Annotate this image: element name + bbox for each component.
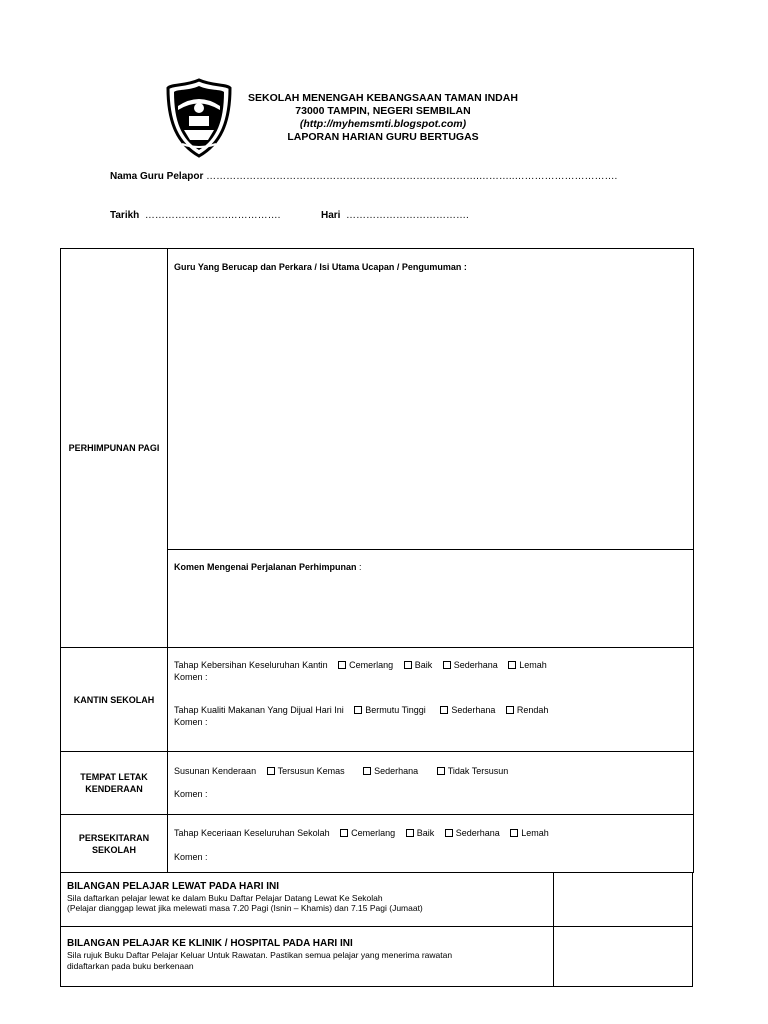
nama-guru-field bbox=[110, 171, 617, 182]
checkbox[interactable] bbox=[440, 706, 448, 714]
option-label: Cemerlang bbox=[351, 828, 396, 838]
checkbox[interactable] bbox=[443, 661, 451, 669]
checkbox[interactable] bbox=[340, 829, 348, 837]
tarikh-label: Tarikh bbox=[110, 210, 140, 221]
school-address: 73000 TAMPIN, NEGERI SEMBILAN bbox=[295, 105, 471, 117]
hari-dots[interactable]: ………………………………. bbox=[346, 210, 469, 221]
komen-perhimpunan-cell[interactable] bbox=[168, 550, 694, 648]
report-table bbox=[60, 248, 694, 873]
checkbox[interactable] bbox=[404, 661, 412, 669]
ucapan-cell[interactable] bbox=[168, 249, 694, 550]
komen-perhimpunan-label: Komen Mengenai Perjalanan Perhimpunan bbox=[174, 562, 357, 572]
option-label: Tersusun Kemas bbox=[277, 766, 345, 776]
option-label: Sederhana bbox=[455, 828, 500, 838]
persekitaran-label: PERSEKITARAN SEKOLAH bbox=[61, 815, 168, 873]
lewat-title: BILANGAN PELAJAR LEWAT PADA HARI INI bbox=[67, 881, 280, 892]
persekitaran-row bbox=[174, 828, 549, 838]
hari-field bbox=[321, 210, 469, 221]
ucapan-label: Guru Yang Berucap dan Perkara / Isi Utama Ucapan / Pengumuman : bbox=[174, 262, 467, 272]
option-label: Rendah bbox=[516, 705, 549, 715]
kantin-q1-label: Tahap Kebersihan Keseluruhan Kantin bbox=[174, 660, 328, 670]
checkbox[interactable] bbox=[267, 767, 275, 775]
perhimpunan-label: PERHIMPUNAN PAGI bbox=[61, 249, 168, 648]
checkbox[interactable] bbox=[437, 767, 445, 775]
klinik-line1: Sila rujuk Buku Daftar Pelajar Keluar Untuk Rawatan. Pastikan semua pelajar yang menerima rawatan bbox=[67, 950, 453, 960]
nama-guru-dots[interactable]: ……………………………………………………………………….………..…………………………. bbox=[206, 171, 618, 182]
klinik-count-field[interactable] bbox=[554, 927, 692, 986]
lewat-line2: (Pelajar dianggap lewat jika melewati masa 7.20 Pagi (Isnin – Khamis) dan 7.15 Pagi (Jumaat) bbox=[67, 903, 423, 913]
checkbox[interactable] bbox=[406, 829, 414, 837]
kenderaan-label: TEMPAT LETAK KENDERAAN bbox=[61, 752, 168, 815]
option-label: Sederhana bbox=[453, 660, 498, 670]
kantin-q1-row bbox=[174, 660, 547, 670]
komen-perhimpunan-text bbox=[174, 562, 362, 572]
option-label: Lemah bbox=[521, 828, 549, 838]
persekitaran-cell bbox=[168, 815, 694, 873]
kantin-cell bbox=[168, 648, 694, 752]
lewat-box bbox=[60, 872, 693, 927]
tarikh-dots[interactable]: …………………….……………. bbox=[144, 210, 281, 221]
option-label: Bermutu Tinggi bbox=[365, 705, 426, 715]
option-label: Baik bbox=[416, 828, 435, 838]
persekitaran-komen[interactable]: Komen : bbox=[174, 852, 208, 862]
checkbox[interactable] bbox=[354, 706, 362, 714]
kenderaan-row bbox=[174, 766, 508, 776]
komen-perhimpunan-colon: : bbox=[356, 562, 362, 572]
checkbox[interactable] bbox=[445, 829, 453, 837]
kantin-q2-row bbox=[174, 705, 548, 715]
lewat-count-field[interactable] bbox=[554, 873, 692, 926]
kantin-komen2[interactable]: Komen : bbox=[174, 717, 208, 727]
school-name: SEKOLAH MENENGAH KEBANGSAAN TAMAN INDAH bbox=[248, 92, 518, 104]
school-website: (http://myhemsmti.blogspot.com) bbox=[299, 118, 467, 130]
option-label: Sederhana bbox=[374, 766, 419, 776]
checkbox[interactable] bbox=[506, 706, 514, 714]
kenderaan-q-label: Susunan Kenderaan bbox=[174, 766, 257, 776]
nama-guru-label: Nama Guru Pelapor bbox=[110, 171, 204, 182]
klinik-line2: didaftarkan pada buku berkenaan bbox=[67, 961, 194, 971]
option-label: Sederhana bbox=[451, 705, 496, 715]
option-label: Baik bbox=[414, 660, 433, 670]
kantin-komen1[interactable]: Komen : bbox=[174, 672, 208, 682]
checkbox[interactable] bbox=[363, 767, 371, 775]
kantin-q2-label: Tahap Kualiti Makanan Yang Dijual Hari Ini bbox=[174, 705, 344, 715]
kantin-label: KANTIN SEKOLAH bbox=[61, 648, 168, 752]
klinik-title: BILANGAN PELAJAR KE KLINIK / HOSPITAL PADA HARI INI bbox=[67, 938, 353, 949]
option-label: Tidak Tersusun bbox=[447, 766, 509, 776]
option-label: Lemah bbox=[519, 660, 547, 670]
hari-label: Hari bbox=[321, 210, 341, 221]
option-label: Cemerlang bbox=[349, 660, 394, 670]
tarikh-field bbox=[110, 210, 280, 221]
checkbox[interactable] bbox=[510, 829, 518, 837]
kenderaan-cell bbox=[168, 752, 694, 815]
checkbox[interactable] bbox=[508, 661, 516, 669]
kenderaan-komen[interactable]: Komen : bbox=[174, 789, 208, 799]
persekitaran-q-label: Tahap Keceriaan Keseluruhan Sekolah bbox=[174, 828, 330, 838]
lewat-line1: Sila daftarkan pelajar lewat ke dalam Buku Daftar Pelajar Datang Lewat Ke Sekolah bbox=[67, 893, 383, 903]
klinik-box bbox=[60, 926, 693, 987]
checkbox[interactable] bbox=[338, 661, 346, 669]
report-title: LAPORAN HARIAN GURU BERTUGAS bbox=[287, 131, 479, 143]
